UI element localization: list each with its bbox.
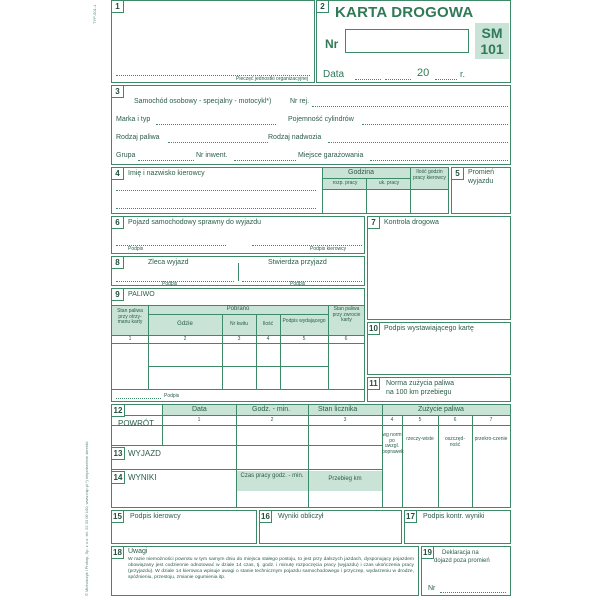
section-16-calculated-by bbox=[259, 510, 402, 544]
section-number: 7 bbox=[368, 217, 380, 229]
section-number-12: 12 bbox=[112, 405, 125, 417]
radius-label-1: Promień bbox=[468, 169, 495, 176]
section-number: 8 bbox=[112, 257, 124, 269]
remarks-text: W razie niemożności powrotu w tym samym dniu do miejsca stałego postoju, to jest przy dalszych jazdach, dysponujący pojazdem obowiązany jest codziennie odnotować w dziale 14 czas, tj. godz. i minutę rozpoczęcia pracy (wyjazdu) i czas ukończenia pracy (przyjazdu). W dziale 14 kierowca wpisuje uwagi o stanie technicznym pojazdu samochodowego i przyczep, wydarzeniu w drodze, spóźnieniu, przestoju, zmianie ogumienia itp. bbox=[128, 557, 414, 580]
ilosc-label: Ilość bbox=[262, 321, 274, 327]
wyjazd-label: WYJAZD bbox=[128, 449, 161, 458]
date-field-month[interactable] bbox=[385, 79, 411, 80]
section-number: 18 bbox=[112, 547, 124, 559]
podpis-label-1: Podpis bbox=[162, 281, 178, 287]
col-6: 6 bbox=[453, 417, 457, 423]
nr-rej-label: Nr rej. bbox=[290, 98, 310, 105]
declaration-label-2: dojazd poza promień bbox=[434, 558, 490, 564]
section-11-fuel-norm bbox=[367, 377, 511, 402]
declaration-nr-label: Nr bbox=[428, 585, 436, 592]
col-3: 3 bbox=[343, 417, 347, 423]
driver-signature-label: Podpis kierowcy bbox=[130, 513, 181, 520]
section-4-driver bbox=[111, 167, 449, 214]
nadwozie-label: Rodzaj nadwozia bbox=[268, 134, 322, 141]
section-2-header bbox=[316, 0, 511, 83]
section-9-fuel bbox=[111, 288, 365, 402]
podpis-wyd-label: Podpis wydającego bbox=[282, 318, 326, 324]
data-col-label: Data bbox=[192, 406, 207, 413]
nr-field[interactable] bbox=[345, 29, 469, 53]
stan-zwrot-label: Stan paliwa przy zwrocie karty bbox=[332, 306, 361, 323]
section-15-driver-signature bbox=[111, 510, 257, 544]
side-publisher-text: © Michalczyk i Prokop, Sp. z o.o. tel. 22 33 06 100, www.mip.pl *) niepotrzebne skreślić bbox=[84, 441, 89, 596]
godzina-label: Godzina bbox=[348, 169, 375, 176]
section-number: 5 bbox=[452, 168, 464, 180]
grupa-label: Grupa bbox=[116, 152, 136, 159]
powrot-label: POWRÓT bbox=[118, 419, 154, 428]
fuel-norm-label-2: na 100 km przebiegu bbox=[386, 389, 452, 396]
oszczednosc-label: oszczęd-ność bbox=[444, 436, 465, 448]
pojemnosc-field[interactable] bbox=[362, 124, 508, 125]
rzeczywiste-label: rzeczy-wiste bbox=[406, 436, 434, 442]
section-18-remarks bbox=[111, 546, 419, 596]
section-number: 10 bbox=[368, 323, 380, 335]
top-form-code: TYP-501-1 bbox=[92, 4, 97, 24]
date-field[interactable] bbox=[355, 79, 381, 80]
pojemnosc-label: Pojemność cylindrów bbox=[288, 116, 354, 123]
stan-col-label: Stan licznika bbox=[318, 406, 358, 413]
data-label: Data bbox=[323, 69, 345, 80]
section-7-road-control bbox=[367, 216, 511, 320]
section-number: 4 bbox=[112, 168, 124, 180]
form-code-line2: 101 bbox=[480, 41, 504, 57]
driver-name-field-2[interactable] bbox=[116, 208, 316, 209]
fuel-col-2: 2 bbox=[183, 336, 187, 342]
przekroczenie-label: przekro-czenie bbox=[474, 436, 508, 442]
section-8-orders bbox=[111, 256, 365, 286]
form-code-line1: SM bbox=[481, 25, 503, 41]
nr-label: Nr bbox=[325, 37, 339, 51]
section-12-14-table bbox=[111, 404, 511, 508]
col-1: 1 bbox=[197, 417, 201, 423]
godz-col-label: Godz. - min. bbox=[252, 406, 291, 413]
uk-pracy-label: uk. pracy bbox=[378, 180, 400, 186]
section-number: 2 bbox=[317, 1, 329, 13]
section-number: 3 bbox=[112, 86, 124, 98]
inwent-field[interactable] bbox=[234, 160, 296, 161]
col-7: 7 bbox=[489, 417, 493, 423]
fuel-col-6: 6 bbox=[344, 336, 348, 342]
zleca-label: Zleca wyjazd bbox=[148, 259, 189, 266]
col-5: 5 bbox=[418, 417, 422, 423]
fuel-col-1: 1 bbox=[128, 336, 132, 342]
document-title: KARTA DROGOWA bbox=[335, 4, 474, 21]
ilosc-godzin-label: Ilość godzin pracy kierowcy bbox=[412, 169, 447, 181]
zuzycie-col-label: Zużycie paliwa bbox=[418, 406, 464, 413]
issuer-signature-label: Podpis wystawiającego kartę bbox=[384, 325, 474, 332]
section-number: 15 bbox=[112, 511, 124, 523]
nadwozie-field[interactable] bbox=[328, 142, 508, 143]
section-17-results-control bbox=[404, 510, 511, 544]
nr-rej-field[interactable] bbox=[312, 106, 508, 107]
przebieg-label: Przebieg km bbox=[328, 476, 362, 482]
fuel-norm-label-1: Norma zużycia paliwa bbox=[386, 380, 455, 387]
podpis-kierowcy-label: Podpis kierowcy bbox=[310, 246, 347, 252]
form-code-badge bbox=[475, 23, 509, 59]
fuel-podpis-label: Podpis bbox=[164, 393, 180, 399]
radius-label-2: wyjazdu bbox=[468, 178, 494, 185]
fuel-col-4: 4 bbox=[266, 336, 270, 342]
col-2: 2 bbox=[270, 417, 274, 423]
vehicle-type-label: Samochód osobowy - specjalny - motocykl*) bbox=[134, 98, 272, 105]
section-number: 19 bbox=[422, 547, 434, 559]
podpis-label-2: Podpis bbox=[290, 281, 306, 287]
stamp-caption: Pieczęć jednostki organizacyjnej bbox=[236, 76, 308, 82]
nr-kwitu-label: Nr kwitu bbox=[229, 321, 249, 327]
section-6-vehicle-ready bbox=[111, 216, 365, 254]
fuel-col-3: 3 bbox=[237, 336, 241, 342]
marka-field[interactable] bbox=[156, 124, 276, 125]
section-1-stamp bbox=[111, 0, 315, 83]
section-5-radius bbox=[451, 167, 511, 214]
road-control-label: Kontrola drogowa bbox=[384, 219, 439, 226]
year-suffix: r. bbox=[460, 69, 466, 79]
section-10-issuer-signature bbox=[367, 322, 511, 375]
stwierdza-label: Stwierdza przyjazd bbox=[268, 259, 327, 266]
wg-norm-label: wg norm po uwzgl. poprawek bbox=[382, 432, 404, 455]
garaz-field[interactable] bbox=[370, 160, 508, 161]
declaration-nr-field[interactable] bbox=[440, 592, 506, 593]
year-field[interactable] bbox=[435, 79, 457, 80]
driver-name-field[interactable] bbox=[116, 190, 316, 191]
inwent-label: Nr inwent. bbox=[196, 152, 228, 159]
pobrano-label: Pobrano bbox=[226, 306, 250, 312]
fuel-col-5: 5 bbox=[302, 336, 306, 342]
garaz-label: Miejsce garażowania bbox=[298, 152, 364, 159]
paliwo-field[interactable] bbox=[168, 142, 268, 143]
grupa-field[interactable] bbox=[138, 160, 194, 161]
marka-label: Marka i typ bbox=[116, 116, 151, 123]
wyniki-label: WYNIKI bbox=[128, 473, 157, 482]
remarks-label: Uwagi bbox=[128, 548, 148, 555]
gdzie-label: Gdzie bbox=[177, 321, 193, 327]
driver-name-label: Imię i nazwisko kierowcy bbox=[128, 170, 205, 177]
section-number: 17 bbox=[405, 511, 417, 523]
section-3-vehicle bbox=[111, 85, 511, 165]
section-19-declaration bbox=[421, 546, 511, 596]
col-4: 4 bbox=[390, 417, 394, 423]
vehicle-ready-label: Pojazd samochodowy sprawny do wyjazdu bbox=[128, 219, 262, 226]
section-number: 11 bbox=[368, 378, 380, 390]
calculated-by-label: Wyniki obliczył bbox=[278, 513, 324, 520]
czas-pracy-label: Czas pracy godz. - min. bbox=[240, 473, 304, 479]
stan-otrz-label: Stan paliwa przy otrzy-manu karty bbox=[117, 308, 143, 325]
paliwo-label: Rodzaj paliwa bbox=[116, 134, 160, 141]
section-number: 9 bbox=[112, 289, 124, 301]
declaration-label-1: Deklaracja na bbox=[442, 550, 479, 556]
results-control-label: Podpis kontr. wyniki bbox=[423, 513, 485, 520]
section-number: 6 bbox=[112, 217, 124, 229]
section-number-14: 14 bbox=[112, 471, 125, 484]
podpis-label: Podpis bbox=[128, 246, 144, 252]
fuel-label: PALIWO bbox=[128, 291, 155, 298]
year-prefix: 20 bbox=[417, 67, 430, 79]
section-number: 16 bbox=[260, 511, 272, 523]
section-number: 1 bbox=[112, 1, 124, 13]
rozp-pracy-label: rozp. pracy bbox=[332, 180, 358, 186]
section-number-13: 13 bbox=[112, 447, 125, 460]
